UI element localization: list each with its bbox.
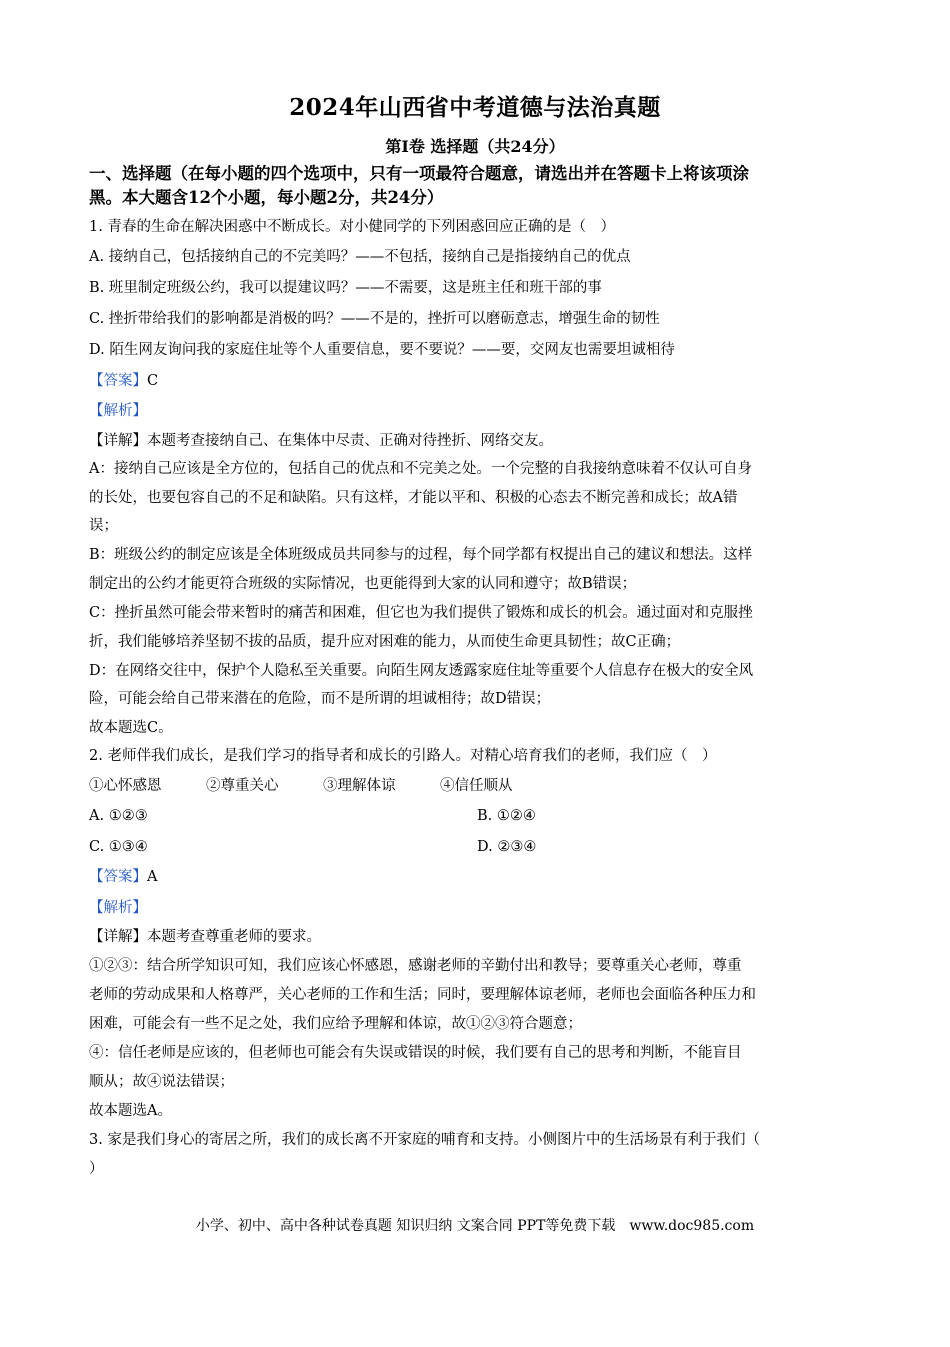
q2-explanation-2-2: 顺从；故④说法错误； <box>89 1074 234 1090</box>
q2-statement-4: ④信任顺从 <box>440 778 513 794</box>
q2-option-d: D. ②③④ <box>477 839 537 855</box>
q1-option-a: A. 接纳自己，包括接纳自己的不完美吗？——不包括，接纳自己是指接纳自己的优点 <box>89 249 631 265</box>
q1-explanation-a-2: 的长处，也要包容自己的不足和缺陷。只有这样，才能以平和、积极的心态去不断完善和成长；故A错 <box>89 490 738 506</box>
q2-option-c: C. ①③④ <box>89 839 148 855</box>
page-footer: 小学、初中、高中各种试卷真题 知识归纳 文案合同 PPT等免费下载 www.doc985.com <box>195 1218 755 1234</box>
q1-explanation-b-2: 制定出的公约才能更符合班级的实际情况，也更能得到大家的认同和遵守；故B错误； <box>89 576 637 592</box>
q2-option-a: A. ①②③ <box>89 808 148 824</box>
q2-conclusion: 故本题选A。 <box>89 1103 172 1119</box>
q2-statement-3: ③理解体谅 <box>323 778 396 794</box>
q2-explanation-1-3: 困难，可能会有一些不足之处，我们应给予理解和体谅，故①②③符合题意； <box>89 1016 582 1032</box>
detail-text: 本题考查尊重老师的要求。 <box>147 929 321 945</box>
q2-explanation-2-1: ④：信任老师是应该的，但老师也可能会有失误或错误的时候，我们要有自己的思考和判断，不能盲目 <box>89 1045 742 1061</box>
answer-tag: 【答案】 <box>89 869 147 885</box>
q2-option-b: B. ①②④ <box>477 808 536 824</box>
q2-statement-1: ①心怀感恩 <box>89 778 162 794</box>
q2-statement-2: ②尊重关心 <box>206 778 279 794</box>
q1-explanation-b-1: B：班级公约的制定应该是全体班级成员共同参与的过程，每个同学都有权提出自己的建议和想法。这样 <box>89 547 753 563</box>
detail-text: 本题考查接纳自己、在集体中尽责、正确对待挫折、网络交友。 <box>147 433 553 449</box>
part-title: 第Ⅰ卷 选择题（共24分） <box>385 137 565 156</box>
q1-option-d: D. 陌生网友询问我的家庭住址等个人重要信息，要不要说？——要，交网友也需要坦诚相待 <box>89 342 675 358</box>
q2-answer <box>89 867 157 887</box>
q1-explanation-a-1: A：接纳自己应该是全方位的，包括自己的优点和不完美之处。一个完整的自我接纳意味着不仅认可自身 <box>89 461 752 477</box>
q1-analysis-tag: 【解析】 <box>89 403 147 419</box>
q1-explanation-c-1: C：挫折虽然可能会带来暂时的痛苦和困难，但它也为我们提供了锻炼和成长的机会。通过面对和克服挫 <box>89 605 753 621</box>
q2-detail <box>89 927 321 947</box>
answer-value: C <box>147 373 159 389</box>
q1-explanation-d-1: D：在网络交往中，保护个人隐私至关重要。向陌生网友透露家庭住址等重要个人信息存在极大的安全风 <box>89 663 754 679</box>
q3-stem-line-2: ） <box>89 1161 104 1177</box>
q1-explanation-d-2: 险，可能会给自己带来潜在的危险，而不是所谓的坦诚相待；故D错误； <box>89 691 551 707</box>
section-instructions <box>89 162 864 210</box>
q1-explanation-a-3: 误； <box>89 518 118 534</box>
q3-stem-line-1: 3. 家是我们身心的寄居之所，我们的成长离不开家庭的哺育和支持。小侧图片中的生活场景有利于我们（ <box>89 1132 760 1148</box>
answer-value: A <box>147 869 158 885</box>
q1-stem: 1. 青春的生命在解决困惑中不断成长。对小健同学的下列困惑回应正确的是（ ） <box>89 219 615 235</box>
q2-stem: 2. 老师伴我们成长，是我们学习的指导者和成长的引路人。对精心培育我们的老师，我们应（ ） <box>89 748 717 764</box>
detail-tag: 【详解】 <box>89 929 147 945</box>
section-instruction-line-1: 一、选择题（在每小题的四个选项中，只有一项最符合题意，请选出并在答题卡上将该项涂 <box>89 164 749 183</box>
q2-analysis-tag: 【解析】 <box>89 900 147 916</box>
answer-tag: 【答案】 <box>89 373 147 389</box>
document-title: 2024年山西省中考道德与法治真题 <box>289 94 661 121</box>
q1-option-c: C. 挫折带给我们的影响都是消极的吗？——不是的，挫折可以磨砺意志，增强生命的韧性 <box>89 311 660 327</box>
q1-option-b: B. 班里制定班级公约，我可以提建议吗？——不需要，这是班主任和班干部的事 <box>89 280 602 296</box>
detail-tag: 【详解】 <box>89 433 147 449</box>
q1-explanation-c-2: 折，我们能够培养坚韧不拔的品质，提升应对困难的能力，从而使生命更具韧性；故C正确； <box>89 634 681 650</box>
q2-explanation-1-2: 老师的劳动成果和人格尊严，关心老师的工作和生活；同时，要理解体谅老师，老师也会面临各种压力和 <box>89 987 756 1003</box>
q1-detail <box>89 431 553 451</box>
q1-conclusion: 故本题选C。 <box>89 720 173 736</box>
q2-explanation-1-1: ①②③：结合所学知识可知，我们应该心怀感恩，感谢老师的辛勤付出和教导；要尊重关心老师，尊重 <box>89 958 742 974</box>
section-instruction-line-2: 黑。本大题含12个小题，每小题2分，共24分） <box>89 188 444 207</box>
q1-answer <box>89 371 158 391</box>
